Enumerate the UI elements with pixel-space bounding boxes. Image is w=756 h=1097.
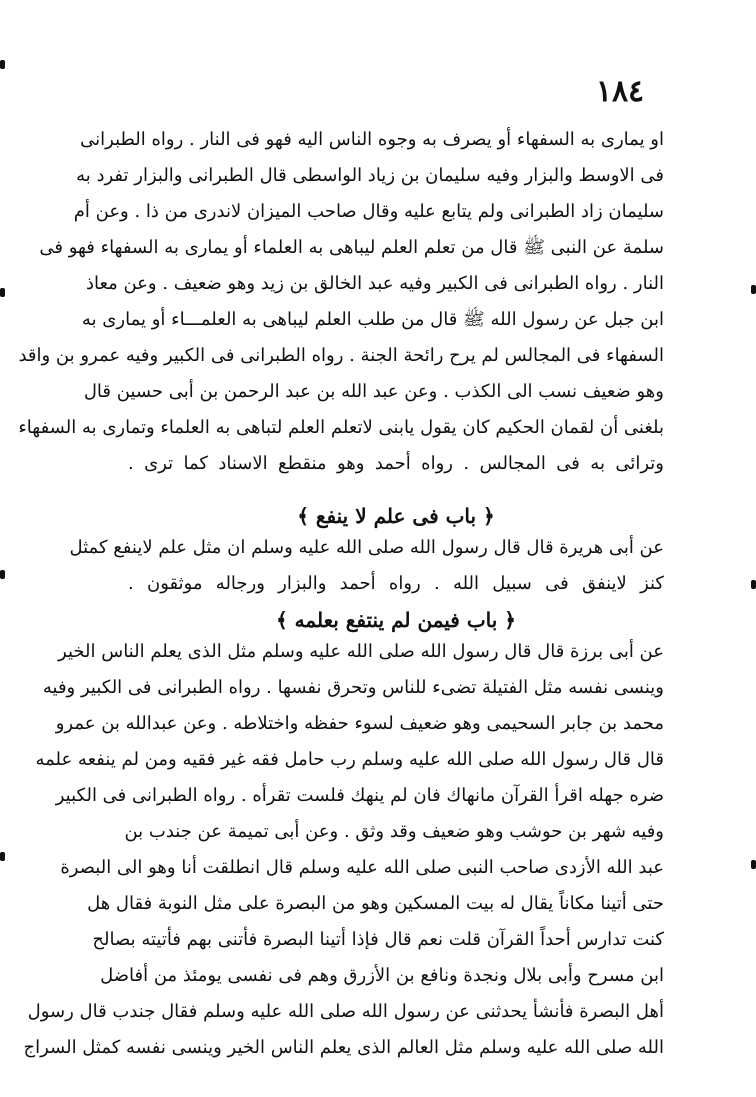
- scan-margin-mark: [751, 285, 756, 294]
- scan-margin-mark: [0, 288, 5, 297]
- text-line: وهو ضعيف نسب الى الكذب . وعن عبد الله بن عبد الرحمن بن أبى حسين قال: [83, 381, 664, 402]
- text-line: كنت تدارس أحداً القرآن قلت نعم قال فإذا أتينا البصرة فأتنى بهم فأتيته بصالح: [92, 929, 664, 950]
- chapter-heading: ﴿ باب فى علم لا ينفع ﴾: [297, 504, 495, 528]
- text-line: حتى أتينا مكاناً يقال له بيت المسكين وهو من البصرة على مثل النوبة فقال هل: [87, 893, 664, 914]
- chapter-heading: ﴿ باب فيمن لم ينتفع بعلمه ﴾: [275, 608, 516, 632]
- text-line: عن أبى هريرة قال قال رسول الله صلى الله عليه وسلم ان مثل علم لاينفع كمثل: [69, 537, 664, 558]
- text-line: وينسى نفسه مثل الفتيلة تضىء للناس وتحرق نفسها . رواه الطبرانى فى الكبير وفيه: [42, 677, 664, 698]
- text-section-2: [69, 530, 664, 602]
- text-line: أهل البصرة فأنشأ يحدثنى عن رسول الله صلى الله عليه وسلم فقال جندب قال رسول: [27, 1001, 664, 1022]
- text-line: السفهاء فى المجالس لم يرح رائحة الجنة . رواه الطبرانى فى الكبير وفيه عمرو بن واقد: [18, 345, 664, 366]
- scan-margin-mark: [0, 570, 5, 579]
- text-line: الله صلى الله عليه وسلم مثل العالم الذى يعلم الناس الخير وينسى نفسه كمثل السراج: [23, 1037, 664, 1058]
- text-line: ابن جبل عن رسول الله ﷺ قال من طلب العلم ليباهى به العلمـــاء أو يمارى به: [81, 309, 664, 330]
- text-line: فى الاوسط والبزار وفيه سليمان بن زياد الواسطى قال الطبرانى والبزار تفرد به: [76, 165, 664, 186]
- text-line: سلمة عن النبى ﷺ قال من تعلم العلم ليباهى به العلماء أو يمارى به السفهاء فهو فى: [39, 237, 664, 258]
- text-line: سليمان زاد الطبرانى ولم يتابع عليه وقال صاحب الميزان لاندرى من ذا . وعن أم: [73, 201, 664, 222]
- text-line: وفيه شهر بن حوشب وهو ضعيف وقد وثق . وعن أبى تميمة عن جندب بن: [124, 821, 664, 842]
- text-line: او يمارى به السفهاء أو يصرف به وجوه الناس اليه فهو فى النار . رواه الطبرانى: [80, 129, 664, 150]
- text-line: عن أبى برزة قال قال رسول الله صلى الله عليه وسلم مثل الذى يعلم الناس الخير: [58, 641, 664, 662]
- text-line: وترائى به فى المجالس . رواه أحمد وهو منقطع الاسناد كما ترى .: [128, 453, 664, 474]
- text-line: النار . رواه الطبرانى فى الكبير وفيه عبد الخالق بن زيد وهو ضعيف . وعن معاذ: [85, 273, 664, 294]
- text-line: قال قال رسول الله صلى الله عليه وسلم رب حامل فقه غير فقيه ومن لم ينفعه علمه: [35, 749, 664, 770]
- page-number: ١٨٤: [595, 74, 645, 109]
- scan-margin-mark: [0, 852, 5, 861]
- text-section-1: [18, 122, 664, 482]
- text-section-3: [23, 634, 664, 1066]
- scan-margin-mark: [751, 860, 756, 869]
- text-line: ابن مسرح وأبى بلال ونجدة ونافع بن الأزرق وهم فى نفسى يومئذ من أفاضل: [100, 965, 664, 986]
- scan-margin-mark: [751, 580, 756, 589]
- text-line: عبد الله الأزدى صاحب النبى صلى الله عليه وسلم قال انطلقت أنا وهو الى البصرة: [60, 857, 664, 878]
- text-line: ضره جهله اقرأ القرآن مانهاك فان لم ينهك فلست تقرأه . رواه الطبرانى فى الكبير: [55, 785, 664, 806]
- text-line: كنز لاينفق فى سبيل الله . رواه أحمد والبزار ورجاله موثقون .: [128, 573, 664, 594]
- scan-margin-mark: [0, 60, 5, 69]
- text-line: بلغنى أن لقمان الحكيم كان يقول يابنى لاتعلم العلم لتباهى به العلماء وتمارى به السفهاء: [18, 417, 664, 438]
- text-line: محمد بن جابر السحيمى وهو ضعيف لسوء حفظه واختلاطه . وعن عبدالله بن عمرو: [55, 713, 664, 734]
